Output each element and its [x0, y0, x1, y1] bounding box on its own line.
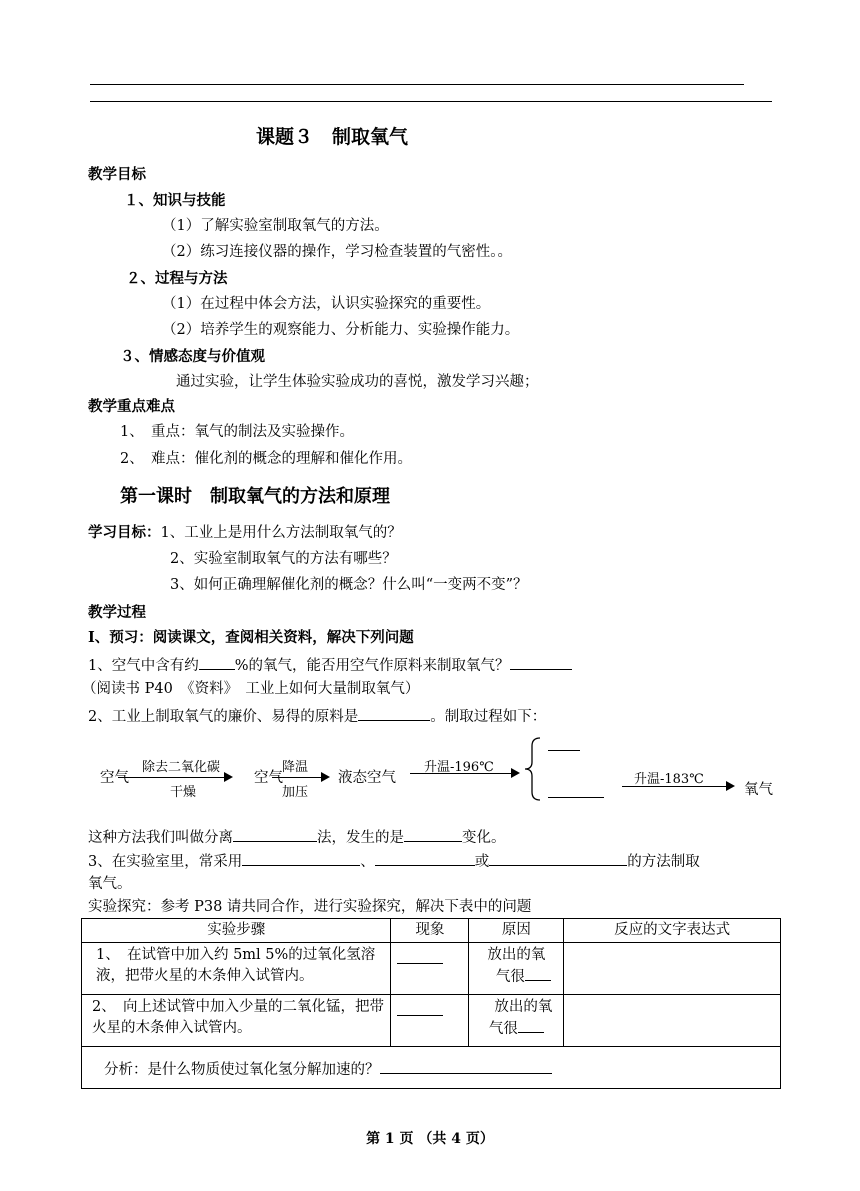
flow-arrow-1: [118, 777, 224, 778]
page-footer: 第 1 页 （共 4 页）: [366, 1131, 494, 1147]
objective-knowledge: １、知识与技能: [124, 192, 226, 209]
table-header-equation: 反应的文字表达式: [564, 919, 781, 943]
answer-blank-analysis[interactable]: [380, 1059, 552, 1074]
flow-brace: [520, 736, 544, 802]
table-header-phenomenon: 现象: [391, 919, 469, 943]
header-rule-bottom: [90, 101, 772, 102]
question-2-text-b: 。制取过程如下：: [430, 709, 547, 725]
objective-attitude-item-1: 通过实验，让学生体验实验成功的喜悦，激发学习兴趣；: [176, 374, 539, 390]
question-separation-text-b: 法，发生的是: [317, 830, 404, 846]
question-2-text-a: 2、工业上制取氧气的廉价、易得的原料是: [88, 709, 359, 725]
table-cell-equation[interactable]: [564, 943, 781, 995]
reason-text-a: 放出的氧: [494, 999, 553, 1016]
flow-arrowhead-1: [224, 772, 233, 782]
answer-blank-method-2[interactable]: [375, 851, 475, 866]
header-rule-top: [90, 84, 744, 85]
learning-goal-1: 1、工业上是用什么方法制取氧气的？: [160, 525, 402, 541]
flow-arrowhead-3: [511, 768, 520, 778]
table-cell-phenomenon[interactable]: [391, 943, 469, 995]
reason-text-a: 放出的氧: [487, 947, 546, 964]
table-cell-step: 2、 向上述试管中加入少量的二氧化锰，把带火星的木条伸入试管内。: [82, 995, 391, 1047]
table-cell-equation[interactable]: [564, 995, 781, 1047]
table-cell-phenomenon[interactable]: [391, 995, 469, 1047]
focus-heading: 教学重点难点: [88, 398, 175, 415]
reason-text-b: 气很: [488, 1021, 518, 1038]
objectives-heading: 教学目标: [88, 166, 146, 183]
analysis-text: 分析：是什么物质使过氧化氢分解加速的？: [104, 1062, 380, 1079]
question-separation-text-a: 这种方法我们叫做分离: [88, 830, 233, 846]
question-3: [88, 851, 700, 871]
answer-blank-phenomenon-2[interactable]: [397, 1001, 443, 1016]
focus-item-1: 1、 重点：氧气的制法及实验操作。: [120, 424, 354, 440]
flow-step-1-bottom: 干燥: [170, 785, 197, 800]
question-3-text-d: 的方法制取: [627, 854, 700, 870]
flow-arrow-3: [410, 773, 512, 774]
flow-arrow-4: [622, 786, 726, 787]
flow-step-3: 升温-196℃: [424, 760, 494, 775]
answer-blank-raw-material[interactable]: [358, 706, 430, 721]
answer-blank-separation-method[interactable]: [233, 827, 317, 842]
answer-blank-reason-2[interactable]: [518, 1018, 544, 1033]
answer-blank-oxygen-percent[interactable]: [199, 655, 235, 670]
answer-blank-phenomenon-1[interactable]: [397, 949, 443, 964]
objective-knowledge-item-1: （1）了解实验室制取氧气的方法。: [162, 218, 389, 234]
question-1: [88, 655, 572, 675]
flow-product-blank-bottom[interactable]: [548, 797, 604, 798]
focus-item-2: 2、 难点：催化剂的概念的理解和催化作用。: [120, 451, 412, 467]
table-row: [82, 995, 781, 1047]
question-1-text-a: 1、空气中含有约: [88, 658, 199, 674]
objective-process-item-2: （2）培养学生的观察能力、分析能力、实验操作能力。: [162, 322, 520, 338]
table-row-analysis: [82, 1047, 781, 1089]
learning-goal-3: 3、如何正确理解催化剂的概念？什么叫“一变两不变”？: [170, 577, 528, 593]
preview-heading: Ⅰ、预习：阅读课文，查阅相关资料，解决下列问题: [88, 629, 414, 646]
table-row: [82, 943, 781, 995]
table-header-step: 实验步骤: [82, 919, 391, 943]
objective-knowledge-item-2: （2）练习连接仪器的操作，学习检查装置的气密性。。: [162, 244, 512, 260]
flow-arrowhead-2: [321, 772, 330, 782]
learning-goals: [88, 524, 402, 542]
question-2: [88, 706, 546, 726]
table-cell-analysis: [82, 1047, 781, 1089]
objective-attitude: ３、情感态度与价值观: [120, 348, 265, 365]
answer-blank-reason-1[interactable]: [525, 966, 551, 981]
answer-blank-method-3[interactable]: [489, 851, 627, 866]
flow-air-2: 空气: [254, 770, 283, 786]
question-1-text-b: %的氧气，能否用空气作原料来制取氧气？: [234, 658, 510, 674]
learning-goal-2: 2、实验室制取氧气的方法有哪些？: [170, 551, 397, 567]
flow-liquid-air: 液态空气: [338, 770, 396, 786]
learning-goals-label: 学习目标：: [88, 524, 161, 541]
table-cell-reason: [469, 995, 564, 1047]
flow-step-1-top: 除去二氧化碳: [142, 760, 221, 775]
question-3-continuation: 氧气。: [88, 876, 132, 892]
flow-step-2-bottom: 加压: [282, 785, 309, 800]
answer-blank-change-type[interactable]: [404, 827, 462, 842]
explore-intro: 实验探究：参考 P38 请共同合作，进行实验探究，解决下表中的问题: [88, 899, 532, 915]
answer-blank-can-use-air[interactable]: [510, 655, 572, 670]
question-3-text-c: 或: [474, 854, 490, 870]
experiment-table: [81, 918, 781, 1089]
lesson-title: 第一课时 制取氧气的方法和原理: [120, 486, 390, 507]
question-3-text-a: 3、在实验室里，常采用: [88, 854, 243, 870]
table-header-reason: 原因: [469, 919, 564, 943]
flow-air-1: 空气: [100, 770, 129, 786]
reason-text-b: 气很: [495, 969, 525, 986]
question-separation-text-c: 变化。: [462, 830, 506, 846]
flow-arrow-2: [272, 777, 321, 778]
objective-process-item-1: （1）在过程中体会方法，认识实验探究的重要性。: [162, 296, 491, 312]
question-3-text-b: 、: [360, 854, 375, 870]
flow-step-2-top: 降温: [282, 760, 309, 775]
objective-process: ２、过程与方法: [126, 270, 228, 287]
table-header-row: [82, 919, 781, 943]
flow-arrowhead-4: [726, 781, 735, 791]
process-heading: 教学过程: [88, 604, 146, 621]
table-cell-reason: [469, 943, 564, 995]
question-1-reference: （阅读书 P40 《资料》 工业上如何大量制取氧气）: [82, 681, 420, 697]
answer-blank-method-1[interactable]: [242, 851, 360, 866]
flow-step-4: 升温-183℃: [634, 772, 704, 787]
flow-product-blank-top[interactable]: [548, 750, 580, 751]
flow-oxygen: 氧气: [744, 782, 773, 798]
page-title: 课题３ 制取氧气: [256, 126, 409, 148]
question-separation: [88, 827, 506, 847]
table-cell-step: 1、 在试管中加入约 5ml 5%的过氧化氢溶液，把带火星的木条伸入试管内。: [82, 943, 391, 995]
